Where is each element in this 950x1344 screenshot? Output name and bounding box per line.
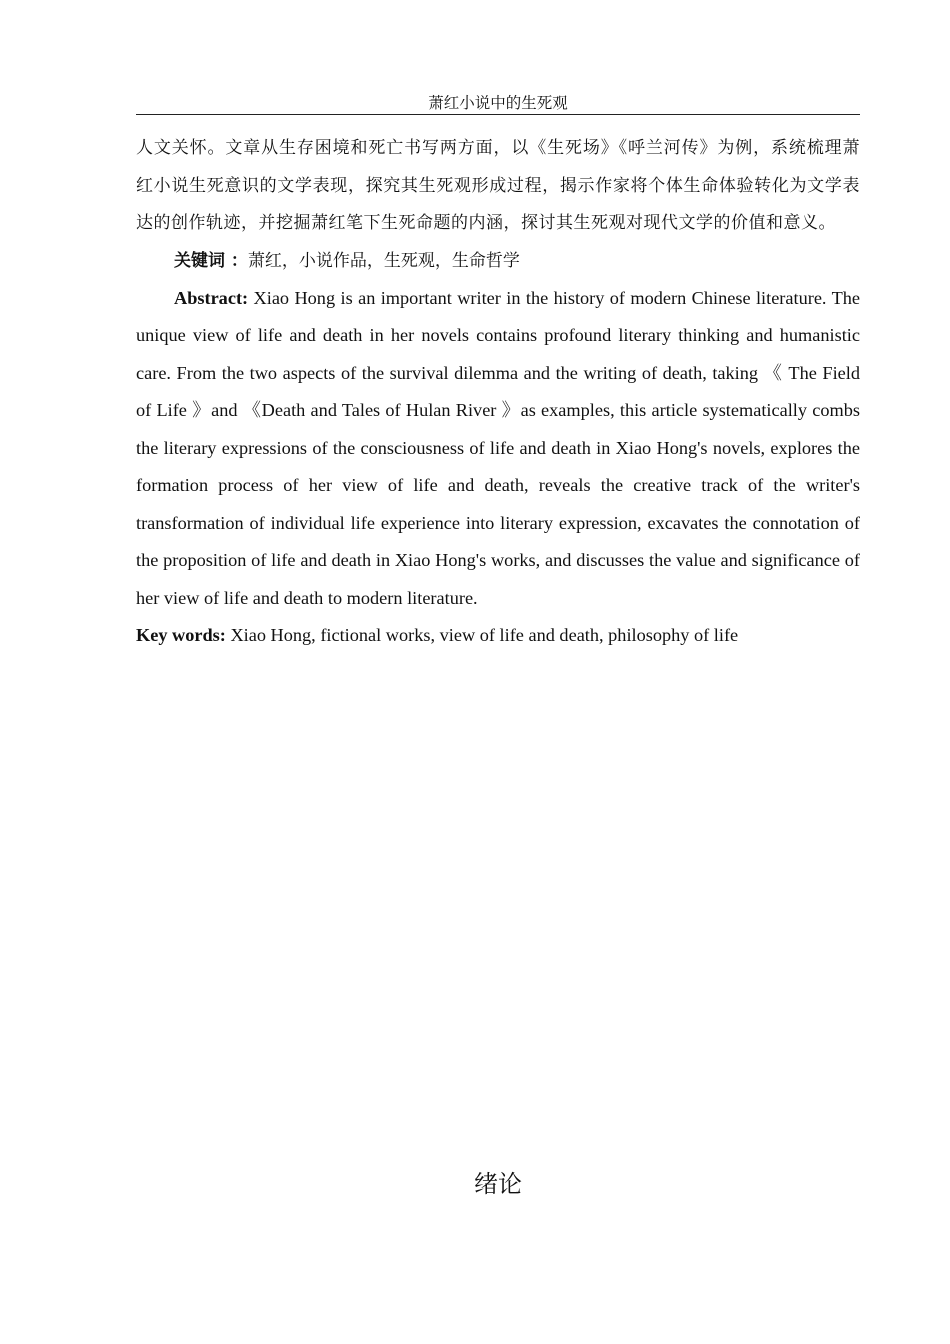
english-keywords-list: Xiao Hong, fictional works, view of life and death, philosophy of life: [230, 625, 739, 645]
chinese-keywords-label: 关键词 ：: [174, 250, 248, 271]
chinese-keywords: [136, 243, 860, 280]
abstract-body: [136, 130, 860, 654]
running-header: 萧红小说中的生死观: [136, 92, 860, 115]
english-abstract: [136, 280, 860, 618]
english-abstract-text: Xiao Hong is an important writer in the history of modern Chinese literature. The unique view of life and death in her novels contains profound literary thinking and humanistic care. From the two aspects of the survival dilemma and the writing of death, taking 《 The Field of Life 》and 《Death and Tales of Hulan River 》as examples, this article systematically combs the literary expressions of the consciousness of life and death in Xiao Hong's novels, explores the formation process of her view of life and death, reveals the creative track of the writer's transformation of individual life experience into literary expression, excavates the connotation of the proposition of life and death in Xiao Hong's works, and discusses the value and significance of her view of life and death to modern literature.: [136, 287, 860, 608]
section-title-introduction: 绪论: [474, 1170, 522, 1198]
english-keywords-label: Key words:: [136, 625, 226, 645]
english-abstract-label: Abstract:: [174, 287, 249, 308]
chinese-keywords-list: 萧红，小说作品，生死观，生命哲学: [247, 250, 520, 271]
chinese-abstract-continuation: 人文关怀。文章从生存困境和死亡书写两方面，以《生死场》《呼兰河传》为例，系统梳理萧红小说生死意识的文学表现，探究其生死观形成过程，揭示作家将个体生命体验转化为文学表达的创作轨迹，并挖掘萧红笔下生死命题的内涵，探讨其生死观对现代文学的价值和意义。: [136, 138, 860, 233]
english-keywords: [136, 617, 860, 654]
